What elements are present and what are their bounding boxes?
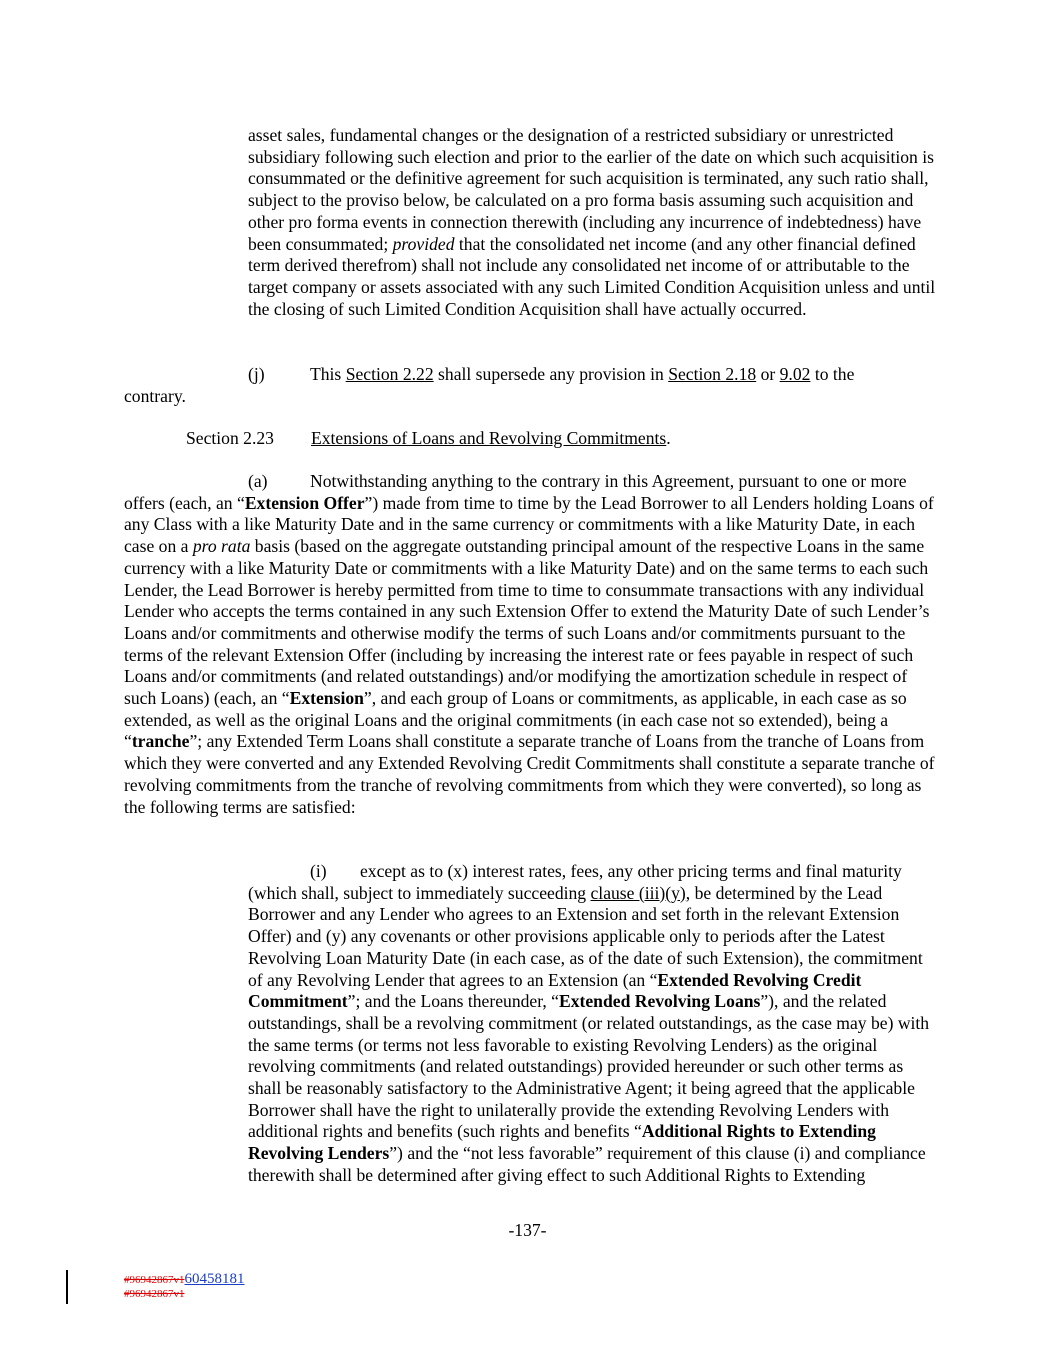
page-number: -137- (508, 1220, 547, 1240)
paragraph-j-text: shall supersede any provision in (433, 364, 669, 384)
inserted-document-id: 60458181 (184, 1271, 245, 1287)
additional-rights-term: Additional Rights to Extending Revolving Lenders (248, 1121, 876, 1164)
paragraph-i-text: ”) and the “not less favorable” requirement of this clause (i) and compliance therewith shall be determined after giving effect to such Additional Rights to Extending (248, 1143, 926, 1185)
clause-iii-y-reference: clause (iii)(y) (590, 882, 686, 903)
paragraph-a-text: ”) made from time to time by the Lead Borrower to all Lenders holding Loans of any Class with a like Maturity Date and in the same currency or commitments with a like Maturity Date, in each case on a (124, 492, 934, 557)
paragraph-j-text: to the (810, 364, 855, 384)
pro-rata-term: pro rata (192, 536, 251, 557)
paragraph-a-text: ”, and each group of Loans or commitments, as applicable, in each case as so extended, as well as the original Loans and the original commitments (in each case not so extended), being a “ (124, 688, 907, 752)
tranche-term: tranche (131, 731, 190, 752)
continued-paragraph (248, 125, 938, 320)
extended-revolving-loans-term: Extended Revolving Loans (558, 991, 761, 1012)
paragraph-a-label: (a) (248, 471, 268, 491)
change-bar (66, 1270, 68, 1304)
paragraph-j-text: This (310, 364, 346, 384)
deleted-document-id-2: #96942867v1 (124, 1288, 185, 1300)
paragraph-a-text: ”; any Extended Term Loans shall constitute a separate tranche of Loans from the tranche of Loans from which they were converted and any Extended Revolving Credit Commitments shall constitute a separate tranche of revolving commitments from the tranche of revolving commitments from which they were converted), so long as the following terms are satisfied: (124, 731, 935, 817)
deleted-document-id: #96942867v1 (124, 1274, 185, 1286)
paragraph-i (248, 861, 938, 1187)
section-2-22-reference: Section 2.22 (345, 364, 434, 384)
document-id-line-1 (124, 1272, 245, 1287)
extension-offer-term: Extension Offer (244, 492, 365, 513)
paragraph-a (124, 471, 939, 818)
paragraph-i-label: (i) (310, 861, 327, 881)
paragraph-i-text: ”), and the related outstandings, shall be a revolving commitment (or related outstandings, as the case may be) with the same terms (or terms not less favorable to existing Revolving Lenders) as the original revolving commitments (and related outstandings) provided hereunder or such other terms as shall be reasonably satisfactory to the Administrative Agent; it being agreed that the applicable Borrower shall have the right to unilaterally provide the extending Revolving Lenders with additional rights and benefits (such rights and benefits “ (248, 991, 930, 1142)
section-2-23-heading (186, 428, 946, 450)
paragraph-i-text: ”; and the Loans thereunder, “ (347, 991, 559, 1012)
section-2-18-reference: Section 2.18 (668, 364, 757, 384)
extended-revolving-credit-commitment-term: Extended Revolving Credit Commitment (248, 969, 862, 1012)
paragraph-i-text: except as to (x) interest rates, fees, any other pricing terms and final maturity (which shall, subject to immediately succeeding (248, 861, 902, 903)
section-title-period: . (666, 428, 671, 448)
continued-text-1: asset sales, fundamental changes or the designation of a restricted subsidiary or unrestricted subsidiary following such election and prior to the earlier of the date on which such acquisition is consummated or the definitive agreement for such acquisition is terminated, any such ratio shall, subject to the proviso below, be calculated on a pro forma basis assuming such acquisition and other pro forma events in connection therewith (including any incurrence of indebtedness) have been consummated; (248, 125, 934, 254)
paragraph-j-label: (j) (248, 364, 265, 384)
section-number: Section 2.23 (186, 428, 274, 448)
paragraph-a-text: basis (based on the aggregate outstanding principal amount of the respective Loans in the same currency with a like Maturity Date or commitments with a like Maturity Date) and on the same terms to each such Lender, the Lead Borrower is hereby permitted from time to time to consummate transactions with any individual Lender who accepts the terms contained in any such Extension Offer to extend the Maturity Date of such Lender’s Loans and/or commitments and otherwise modify the terms of such Loans and/or commitments pursuant to the terms of the relevant Extension Offer (including by increasing the interest rate or fees payable in respect of such Loans and/or commitments (and related outstandings) and/or modifying the amortization schedule in respect of such Loans) (each, an “ (124, 536, 930, 709)
section-9-02-reference: 9.02 (779, 364, 811, 384)
extension-term: Extension (289, 688, 364, 709)
paragraph-j-line (248, 364, 948, 386)
continued-text-2: that the consolidated net income (and any other financial defined term derived therefrom) shall not include any consolidated net income of or attributable to the target company or assets associated with any such Limited Condition Acquisition unless and until the closing of such Limited Condition Acquisition shall have actually occurred. (248, 233, 936, 319)
document-id-line-2 (124, 1287, 245, 1301)
paragraph-j-text: or (756, 364, 780, 384)
provided-term: provided (392, 233, 455, 254)
paragraph-i-text: , be determined by the Lead Borrower and any Lender who agrees to an Extension and set forth in the relevant Extension Offer) and (y) any covenants or other provisions applicable only to periods after the Latest Revolving Loan Maturity Date (in each case, as of the date of such Extension), the commitment of any Revolving Lender that agrees to an Extension (an “ (248, 882, 923, 990)
section-title: Extensions of Loans and Revolving Commitments (311, 428, 667, 448)
paragraph-a-text: Notwithstanding anything to the contrary in this Agreement, pursuant to one or more offers (each, an “ (124, 471, 907, 513)
paragraph-j-continuation: contrary. (124, 386, 186, 406)
document-id (124, 1272, 245, 1301)
